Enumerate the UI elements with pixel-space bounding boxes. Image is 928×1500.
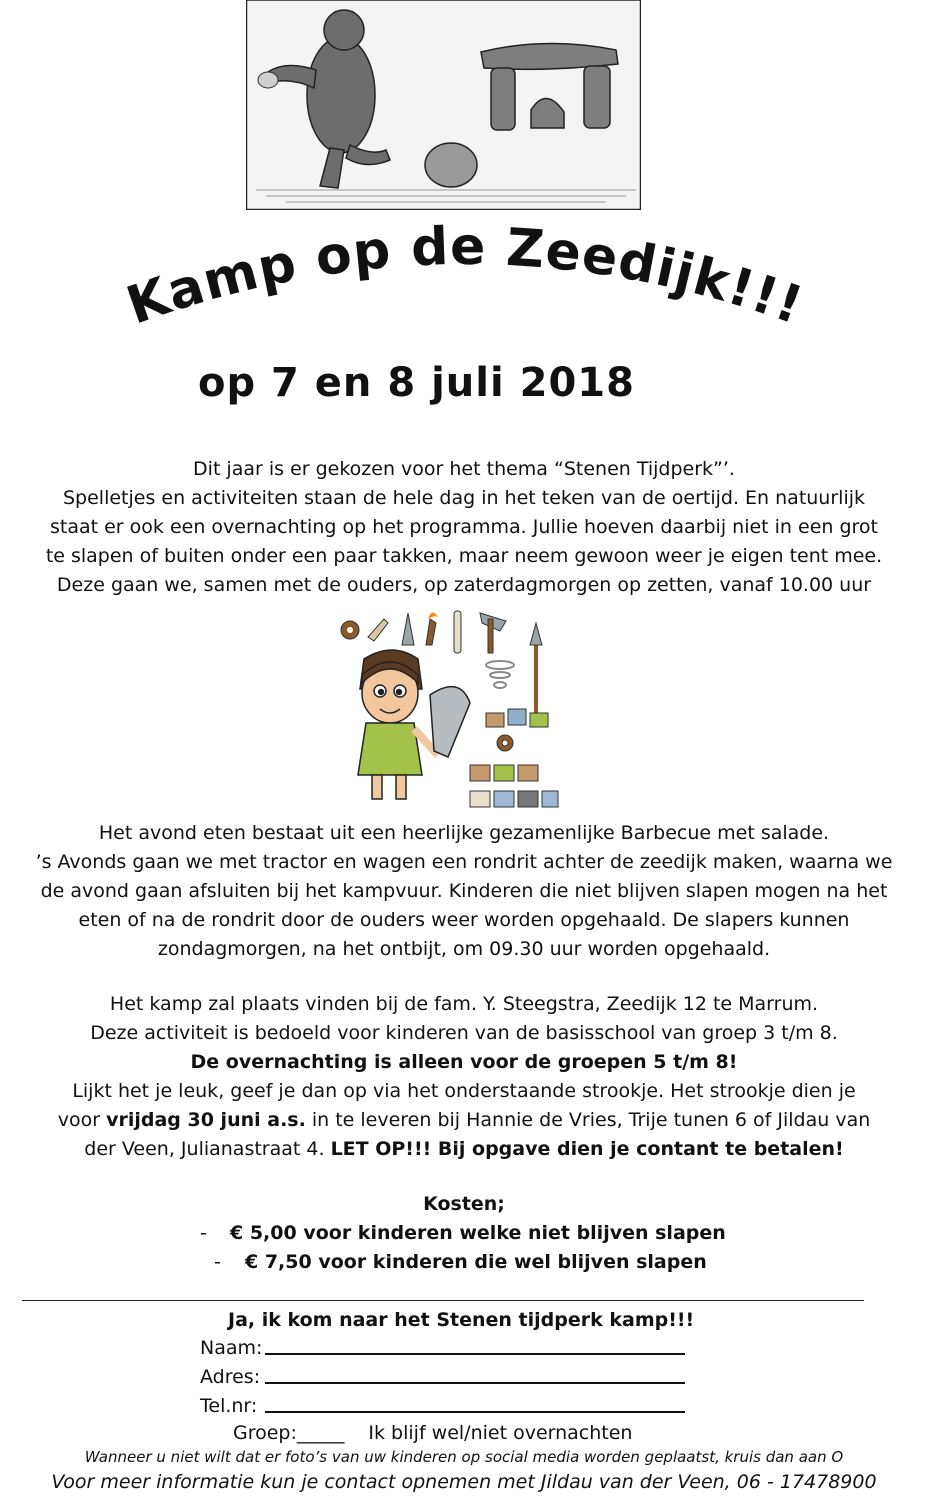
name-label: Naam: bbox=[200, 1337, 263, 1359]
name-field[interactable] bbox=[265, 1353, 685, 1355]
cost-item-2: € 7,50 voor kinderen die wel blijven slapen bbox=[245, 1251, 707, 1273]
form-heading: Ja, ik kom naar het Stenen tijdperk kamp!!! bbox=[228, 1309, 695, 1331]
evening-line-5: zondagmorgen, na het ontbijt, om 09.30 uur worden opgehaald. bbox=[157, 938, 771, 960]
overnight-choice[interactable]: Ik blijf wel/niet overnachten bbox=[368, 1422, 633, 1444]
intro-line-5: Deze gaan we, samen met de ouders, op zaterdagmorgen op zetten, vanaf 10.00 uur bbox=[56, 574, 872, 596]
svg-text:Kamp op de Zeedijk!!! bbox=[120, 217, 811, 337]
address-field[interactable] bbox=[265, 1382, 685, 1384]
page-title bbox=[80, 210, 850, 360]
intro-line-3: staat er ook een overnachting op het programma. Jullie hoeven daarbij niet in een grot bbox=[49, 516, 879, 538]
costs-heading: Kosten; bbox=[423, 1193, 505, 1215]
address-label: Adres: bbox=[200, 1366, 261, 1388]
stone-age-clipart bbox=[330, 605, 560, 815]
payment-warning: LET OP!!! Bij opgave dien je contant te betalen! bbox=[330, 1138, 844, 1160]
evening-line-3: de avond gaan afsluiten bij het kampvuur. Kinderen die niet blijven slapen mogen na het bbox=[40, 880, 888, 902]
caveman-dolmen-illustration bbox=[246, 0, 641, 210]
caveman-dolmen-drawing bbox=[246, 0, 641, 210]
arched-title-svg bbox=[80, 210, 850, 360]
cost-item-1-dash: - bbox=[200, 1222, 207, 1244]
title-text: Kamp op de Zeedijk!!! bbox=[119, 216, 811, 337]
location-line-1: Het kamp zal plaats vinden bij de fam. Y. Steegstra, Zeedijk 12 te Marrum. bbox=[109, 993, 819, 1015]
cut-line bbox=[22, 1300, 864, 1301]
deadline-prefix: voor bbox=[57, 1109, 107, 1131]
address-text: der Veen, Julianastraat 4. bbox=[84, 1138, 331, 1160]
evening-line-4: eten of na de rondrit door de ouders weer worden opgehaald. De slapers kunnen bbox=[78, 909, 850, 931]
contact-info: Voor meer informatie kun je contact opnemen met Jildau van der Veen, 06 - 17478900 bbox=[51, 1471, 877, 1493]
event-date: op 7 en 8 juli 2018 bbox=[198, 360, 635, 406]
location-line-2: Deze activiteit is bedoeld voor kinderen van de basisschool van groep 3 t/m 8. bbox=[90, 1022, 838, 1044]
evening-line-1: Het avond eten bestaat uit een heerlijke gezamenlijke Barbecue met salade. bbox=[98, 822, 830, 844]
deadline-date: vrijdag 30 juni a.s. bbox=[106, 1109, 306, 1131]
intro-line-1: Dit jaar is er gekozen voor het thema “Stenen Tijdperk”’. bbox=[193, 458, 735, 480]
phone-field[interactable] bbox=[265, 1411, 685, 1413]
deadline-suffix: in te leveren bij Hannie de Vries, Trije tunen 6 of Jildau van bbox=[305, 1109, 871, 1131]
group-row bbox=[233, 1418, 632, 1448]
cost-item-2-dash: - bbox=[214, 1251, 221, 1273]
phone-label: Tel.nr: bbox=[200, 1395, 258, 1417]
intro-line-4: te slapen of buiten onder een paar takken, maar neem gewoon weer je eigen tent mee. bbox=[45, 545, 883, 567]
intro-line-2: Spelletjes en activiteiten staan de hele dag in het teken van de oertijd. En natuurlijk bbox=[62, 487, 866, 509]
overnight-notice: De overnachting is alleen voor de groepen 5 t/m 8! bbox=[190, 1051, 738, 1073]
location-line-5 bbox=[0, 1105, 928, 1135]
evening-line-2: ’s Avonds gaan we met tractor en wagen een rondrit achter de zeedijk maken, waarna we bbox=[35, 851, 893, 873]
cost-item-1: € 5,00 voor kinderen welke niet blijven slapen bbox=[230, 1222, 726, 1244]
group-field[interactable]: _____ bbox=[296, 1422, 345, 1444]
location-line-4: Lijkt het je leuk, geef je dan op via het onderstaande strookje. Het strookje dien je bbox=[72, 1080, 856, 1102]
location-line-6 bbox=[0, 1134, 928, 1164]
photo-consent-notice: Wanneer u niet wilt dat er foto’s van uw kinderen op social media worden geplaatst, kruis dan aan O bbox=[84, 1448, 844, 1466]
group-label: Groep: bbox=[233, 1422, 297, 1444]
stone-age-clipart-svg bbox=[330, 605, 560, 815]
